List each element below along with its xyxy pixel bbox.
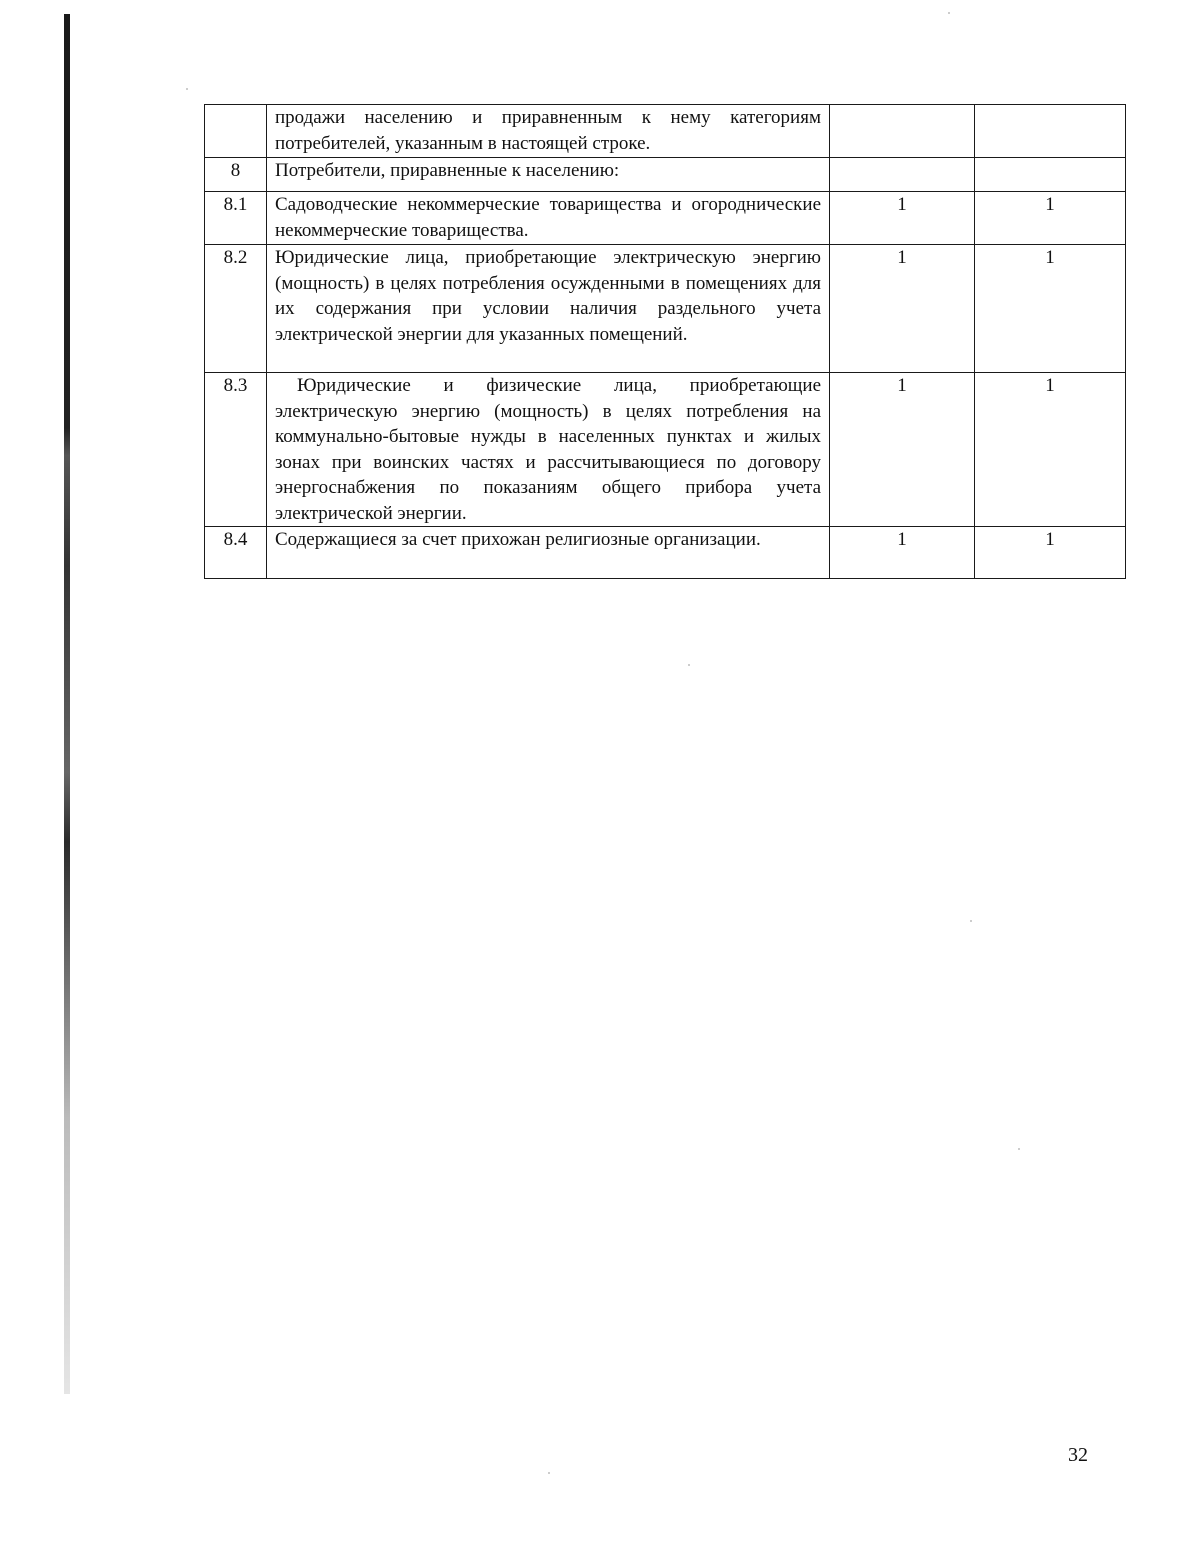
- row-description: продажи населению и приравненным к нему категориям потребителей, указанным в настоящей строке.: [267, 105, 830, 158]
- page-number: 32: [1068, 1444, 1088, 1466]
- row-value-col1: [830, 158, 975, 192]
- row-value-col1: 1: [830, 527, 975, 579]
- row-value-col1: 1: [830, 245, 975, 373]
- table-row: [205, 105, 1126, 158]
- row-value-col1: [830, 105, 975, 158]
- row-number: [205, 105, 267, 158]
- row-value-col2: [975, 105, 1126, 158]
- row-number: 8.1: [205, 192, 267, 245]
- scan-speck: [688, 664, 690, 666]
- row-value-col2: 1: [975, 373, 1126, 527]
- row-number: 8.4: [205, 527, 267, 579]
- row-value-col1: 1: [830, 373, 975, 527]
- row-value-col2: [975, 158, 1126, 192]
- row-description: Юридические лица, приобретающие электрическую энергию (мощность) в целях потребления осужденными в помещениях для их содержания при условии наличия раздельного учета электрической энергии для указанных помещений.: [267, 245, 830, 373]
- row-number: 8.2: [205, 245, 267, 373]
- table-row: [205, 192, 1126, 245]
- row-value-col2: 1: [975, 192, 1126, 245]
- row-description: Юридические и физические лица, приобретающие электрическую энергию (мощность) в целях потребления на коммунально-бытовые нужды в населенных пунктах и жилых зонах при воинских частях и рассчитывающиеся по договору энергоснабжения по показаниям общего прибора учета электрической энергии.: [275, 375, 821, 524]
- row-number: 8.3: [205, 373, 267, 527]
- scan-speck: [548, 1472, 550, 1474]
- row-description: Потребители, приравненные к населению:: [267, 158, 830, 192]
- row-value-col1: 1: [830, 192, 975, 245]
- table-row: [205, 373, 1126, 527]
- table-row: [205, 527, 1126, 579]
- table-row: [205, 158, 1126, 192]
- table-row: [205, 245, 1126, 373]
- scan-speck: [186, 88, 188, 90]
- row-description: Содержащиеся за счет прихожан религиозные организации.: [267, 527, 830, 579]
- scan-speck: [970, 920, 972, 922]
- scan-speck: [948, 12, 950, 14]
- row-value-col2: 1: [975, 245, 1126, 373]
- row-value-col2: 1: [975, 527, 1126, 579]
- consumer-category-table: [204, 104, 1126, 579]
- row-number: 8: [205, 158, 267, 192]
- scan-speck: [1018, 1148, 1020, 1150]
- scan-edge-shadow: [64, 14, 70, 1394]
- row-description: Садоводческие некоммерческие товарищества и огороднические некоммерческие товарищества.: [267, 192, 830, 245]
